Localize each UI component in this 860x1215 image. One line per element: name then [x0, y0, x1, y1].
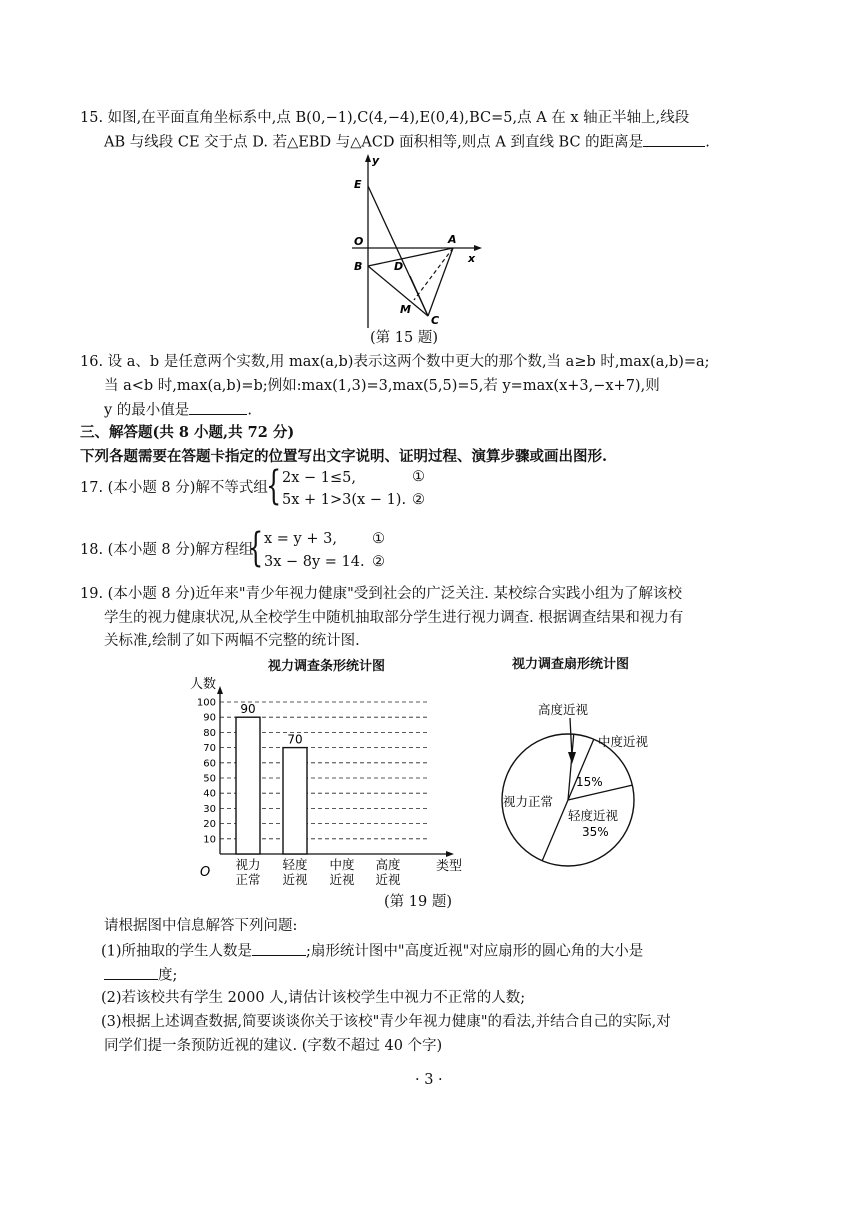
y-tick-label: 80 — [203, 727, 216, 739]
data-label: 90 — [240, 702, 256, 717]
bar-chart-title: 视力调查条形统计图 — [268, 659, 386, 674]
q16-line3 — [104, 399, 252, 422]
x-tick-label: 近视 — [329, 872, 355, 887]
q15-line2-end: . — [705, 134, 710, 151]
q15-line2-text: AB 与线段 CE 交于点 D. 若△EBD 与△ACD 面积相等,则点 A 到直线 BC 的距离是 — [104, 134, 644, 151]
slice-label-视力正常: 视力正常 — [503, 794, 554, 809]
pie-chart-title: 视力调查扇形统计图 — [512, 657, 630, 672]
q17-mark1: ① — [412, 469, 425, 485]
label-D: D — [394, 260, 404, 273]
q19-part1 — [101, 940, 643, 963]
y-axis-arrow — [217, 686, 223, 694]
origin-label: O — [200, 865, 211, 880]
x-axis-arrow — [446, 851, 454, 857]
q17-brace: { — [266, 463, 282, 509]
label-M: M — [400, 303, 411, 316]
q16-line3-text: y 的最小值是 — [104, 402, 190, 419]
x-tick-label: 轻度 — [282, 857, 308, 872]
label-x: x — [468, 252, 476, 265]
y-tick-label: 30 — [203, 803, 216, 815]
x-tick-label: 视力 — [235, 857, 261, 872]
q19-part3-line1: (3)根据上述调查数据,简要谈谈你关于该校"青少年视力健康"的看法,并结合自己的实际,对 — [101, 1014, 671, 1030]
q19-caption: (第 19 题) — [384, 894, 452, 910]
q16-line1: 16. 设 a、b 是任意两个实数,用 max(a,b)表示这两个数中更大的那个数,当 a≥b 时,max(a,b)=a; — [80, 354, 710, 370]
label-A: A — [448, 233, 457, 246]
y-tick-label: 20 — [203, 819, 216, 831]
label-E: E — [354, 178, 362, 191]
x-tick-label: 高度 — [375, 857, 401, 872]
section3-instruction: 下列各题需要在答题卡指定的位置写出文字说明、证明过程、演算步骤或画出图形. — [80, 448, 608, 465]
q19-line1: 19. (本小题 8 分)近年来"青少年视力健康"受到社会的广泛关注. 某校综合实践小组为了解该校 — [80, 586, 682, 602]
y-tick-label: 70 — [203, 743, 216, 755]
x-axis-label: 类型 — [436, 859, 463, 874]
q19-part1-b: ;扇形统计图中"高度近视"对应扇形的圆心角的大小是 — [306, 943, 644, 960]
slice-label-中度近视: 中度近视 — [598, 734, 649, 749]
y-tick-label: 40 — [203, 788, 216, 800]
slice-percent: 35% — [582, 825, 609, 839]
bar-chart — [180, 672, 470, 897]
data-label: 70 — [287, 732, 303, 747]
q19-part1-a: (1)所抽取的学生人数是 — [101, 943, 253, 960]
q18-mark2: ② — [372, 554, 385, 570]
q18-eq1: x = y + 3, — [264, 531, 337, 547]
pie-chart — [490, 690, 650, 880]
x-tick-label: 近视 — [282, 872, 308, 887]
q19-part1-cont — [104, 964, 177, 987]
q17-mark2: ② — [412, 492, 425, 508]
q19-part2: (2)若该校共有学生 2000 人,请估计该校学生中视力不正常的人数; — [101, 990, 526, 1006]
q19-line2: 学生的视力健康状况,从全校学生中随机抽取部分学生进行视力调查. 根据调查结果和视力有 — [104, 610, 684, 626]
x-tick-label: 近视 — [375, 872, 401, 887]
y-tick-label: 50 — [203, 773, 216, 785]
q17-eq2: 5x + 1>3(x − 1). — [282, 492, 407, 508]
y-tick-label: 90 — [203, 712, 216, 724]
label-O: O — [354, 235, 364, 248]
q16-line2: 当 a<b 时,max(a,b)=b;例如:max(1,3)=3,max(5,5)=5,若 y=max(x+3,−x+7),则 — [104, 378, 660, 394]
slice-label-高度近视: 高度近视 — [538, 702, 589, 717]
section3-title: 三、解答题(共 8 小题,共 72 分) — [80, 424, 295, 441]
bar-视力正常 — [236, 717, 260, 854]
q15-caption: (第 15 题) — [370, 330, 438, 346]
x-tick-label: 中度 — [329, 857, 355, 872]
q18-brace: { — [248, 525, 264, 571]
bar-轻度近视 — [283, 748, 307, 854]
q15-figure — [330, 150, 490, 330]
q16-line3-end: . — [247, 402, 252, 419]
y-tick-label: 10 — [203, 834, 216, 846]
q19-part1-c: 度; — [158, 967, 178, 984]
q19-line3: 关标准,绘制了如下两幅不完整的统计图. — [104, 633, 360, 649]
q17-eq1: 2x − 1≤5, — [282, 470, 356, 486]
q15-line1: 15. 如图,在平面直角坐标系中,点 B(0,−1),C(4,−4),E(0,4),BC=5,点 A 在 x 轴正半轴上,线段 — [80, 110, 690, 126]
q18-prefix: 18. (本小题 8 分)解方程组 — [80, 542, 254, 558]
slice-label-轻度近视: 轻度近视 — [568, 808, 619, 823]
q19-part3-line2: 同学们提一条预防近视的建议. (字数不超过 40 个字) — [104, 1038, 443, 1054]
page-number: · 3 · — [415, 1072, 443, 1088]
q15-answer-blank — [643, 131, 705, 147]
slice-percent: 15% — [576, 775, 603, 789]
y-tick-label: 60 — [203, 758, 216, 770]
q19-part1-blank2 — [104, 964, 158, 980]
q18-mark1: ① — [372, 531, 385, 547]
x-tick-label: 正常 — [235, 872, 261, 887]
q19-part1-blank1 — [252, 940, 306, 956]
label-C: C — [431, 314, 440, 327]
label-B: B — [354, 260, 363, 273]
y-axis-label: 人数 — [190, 677, 217, 692]
q17-prefix: 17. (本小题 8 分)解不等式组 — [80, 480, 268, 496]
q16-answer-blank — [189, 399, 247, 415]
q19-prompt: 请根据图中信息解答下列问题: — [104, 918, 298, 934]
q18-eq2: 3x − 8y = 14. — [264, 554, 365, 570]
y-tick-label: 100 — [196, 697, 216, 709]
label-y: y — [372, 154, 380, 167]
